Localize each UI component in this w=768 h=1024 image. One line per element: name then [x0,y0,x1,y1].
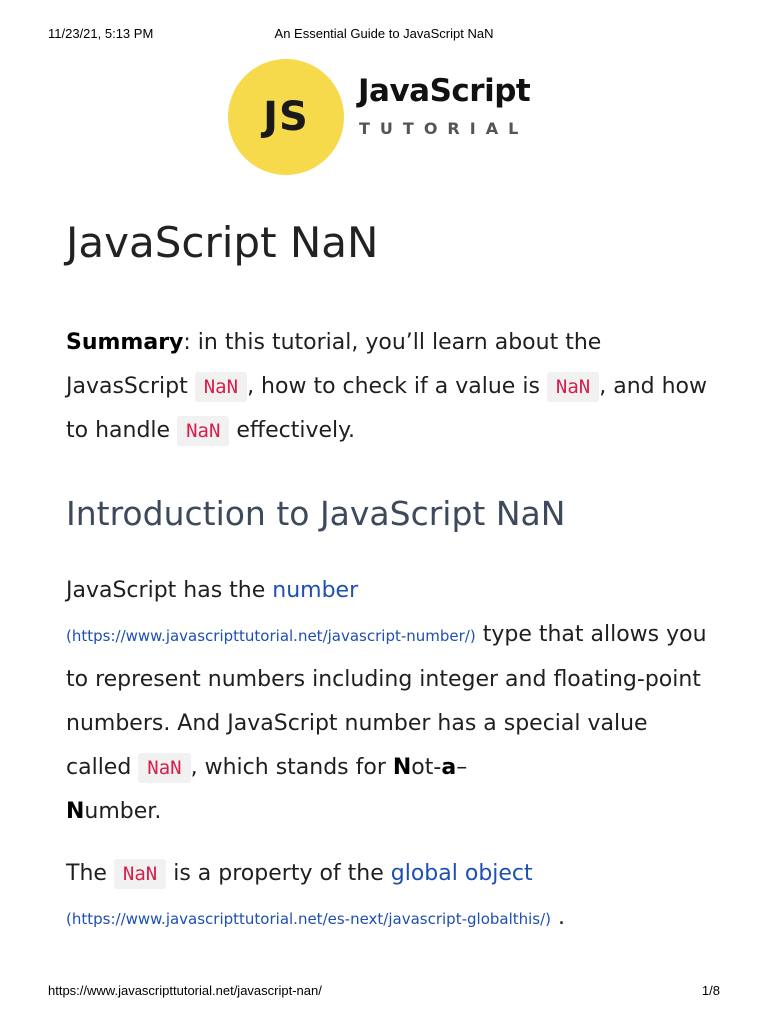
global-paragraph [66,852,716,941]
print-url: https://www.javascripttutorial.net/javascript-nan/ [48,983,322,998]
global-object-link-url[interactable]: (https://www.javascripttutorial.net/es-next/javascript-globalthis/) [66,910,552,928]
inline-code: NaN [177,416,229,446]
summary-text: effectively. [229,418,355,443]
intro-text: – [456,755,468,780]
inline-code: NaN [547,372,599,402]
logo-subtitle: TUTORIAL [359,119,529,138]
intro-text: type that allows you to represent numbers including integer and floating-point numbers. And JavaScript number has a special value called [66,622,707,780]
logo-name: JavaScript [358,73,531,109]
print-footer [0,983,768,999]
intro-paragraph [66,569,716,834]
site-logo[interactable] [228,59,558,159]
inline-code: NaN [195,372,247,402]
intro-text: JavaScript has the [66,578,273,603]
logo-badge-text: JS [263,94,309,140]
summary-text: , how to check if a value is [247,374,547,399]
section-heading: Introduction to JavaScript NaN [66,494,566,533]
summary-text: : in this tutorial, you’ll learn about the JavasScript [66,330,602,399]
summary-text: , and how to handle [66,374,707,443]
number-link[interactable]: number [272,578,359,603]
intro-text: ot- [411,755,442,780]
bold-letter: N [66,799,85,824]
summary-label: Summary [66,330,184,355]
summary-paragraph [66,321,716,453]
bold-letter: N [392,755,412,780]
number-link-url[interactable]: (https://www.javascripttutorial.net/javascript-number/) [66,627,476,645]
intro-text: umber. [84,799,162,824]
print-doc-title: An Essential Guide to JavaScript NaN [274,26,494,41]
print-datetime: 11/23/21, 5:13 PM [48,26,154,41]
print-header [0,26,768,42]
global-text: is a property of the [166,861,391,886]
inline-code: NaN [138,753,190,783]
inline-code: NaN [114,859,166,889]
page-title: JavaScript NaN [66,218,379,267]
intro-text: , which stands for [190,755,393,780]
global-text: . [551,905,566,930]
js-badge-icon [228,59,344,175]
global-text: The [66,861,114,886]
global-object-link[interactable]: global object [390,861,533,886]
bold-letter: a [441,755,457,780]
page-number: 1/8 [701,983,720,998]
